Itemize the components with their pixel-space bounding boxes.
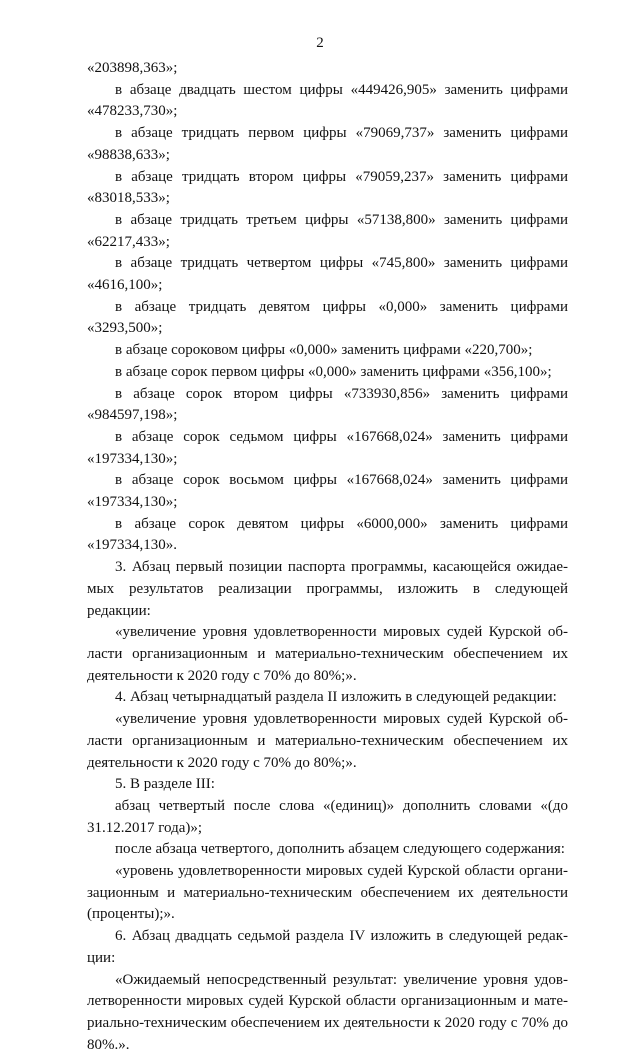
paragraph: в абзаце сорок восьмом цифры «167668,024» заменить цифрами «197334,130»; — [87, 472, 568, 511]
paragraph: 4. Абзац четырнадцатый раздела II изложить в следующей редакции: — [115, 689, 557, 706]
paragraph: в абзаце сорок первом цифры «0,000» заменить цифрами «356,100»; — [115, 363, 552, 380]
paragraph: «уровень удовлетворенности мировых судей Курской области организационным и материально-техническим обеспечением их деятельности (проценты);». — [87, 863, 568, 923]
paragraph: 3. Абзац первый позиции паспорта программы, касающейся ожидаемых результатов реализации программы, изложить в следующей редакции: — [87, 559, 568, 619]
paragraph: в абзаце тридцать четвертом цифры «745,800» заменить цифрами «4616,100»; — [87, 255, 568, 294]
paragraph: в абзаце двадцать шестом цифры «449426,905» заменить цифрами «478233,730»; — [87, 81, 568, 120]
paragraph: «увеличение уровня удовлетворенности мировых судей Курской области организационным и материально-техническим обеспечением их деятельности к 2020 году с 70% до 80%;». — [87, 711, 568, 771]
paragraph: в абзаце сорок втором цифры «733930,856» заменить цифрами «984597,198»; — [87, 385, 568, 424]
paragraph: в абзаце сорок девятом цифры «6000,000» заменить цифрами «197334,130». — [87, 515, 568, 554]
page-number: 2 — [316, 35, 324, 51]
paragraph: в абзаце тридцать первом цифры «79069,737» заменить цифрами «98838,633»; — [87, 125, 568, 163]
paragraph: в абзаце сороковом цифры «0,000» заменить цифрами «220,700»; — [115, 342, 533, 359]
paragraph: абзац четвертый после слова «(единиц)» дополнить словами «(до 31.12.2017 года)»; — [87, 797, 568, 836]
paragraph: 5. В разделе III: — [115, 776, 215, 793]
paragraph: в абзаце тридцать третьем цифры «57138,800» заменить цифрами «62217,433»; — [87, 211, 568, 250]
paragraph: «увеличение уровня удовлетворенности мировых судей Курской области организационным и материально-техническим обеспечением их деятельности к 2020 году с 70% до 80%;». — [87, 624, 568, 684]
paragraph: после абзаца четвертого, дополнить абзацем следующего содержания: — [115, 841, 565, 858]
paragraph: в абзаце сорок седьмом цифры «167668,024» заменить цифрами «197334,130»; — [87, 428, 568, 467]
paragraph: 6. Абзац двадцать седьмой раздела IV изложить в следующей редакции: — [87, 928, 568, 966]
paragraph: «Ожидаемый непосредственный результат: увеличение уровня удовлетворенности мировых судей Курской области организационным и материально-техническим обеспечением их деятельности к 2020 году с 70% до 80%.». — [87, 971, 568, 1053]
paragraph: «203898,363»; — [87, 60, 178, 76]
paragraph: в абзаце тридцать девятом цифры «0,000» заменить цифрами «3293,500»; — [87, 298, 568, 337]
paragraph: в абзаце тридцать втором цифры «79059,237» заменить цифрами «83018,533»; — [87, 168, 568, 207]
document-body — [87, 58, 568, 1056]
